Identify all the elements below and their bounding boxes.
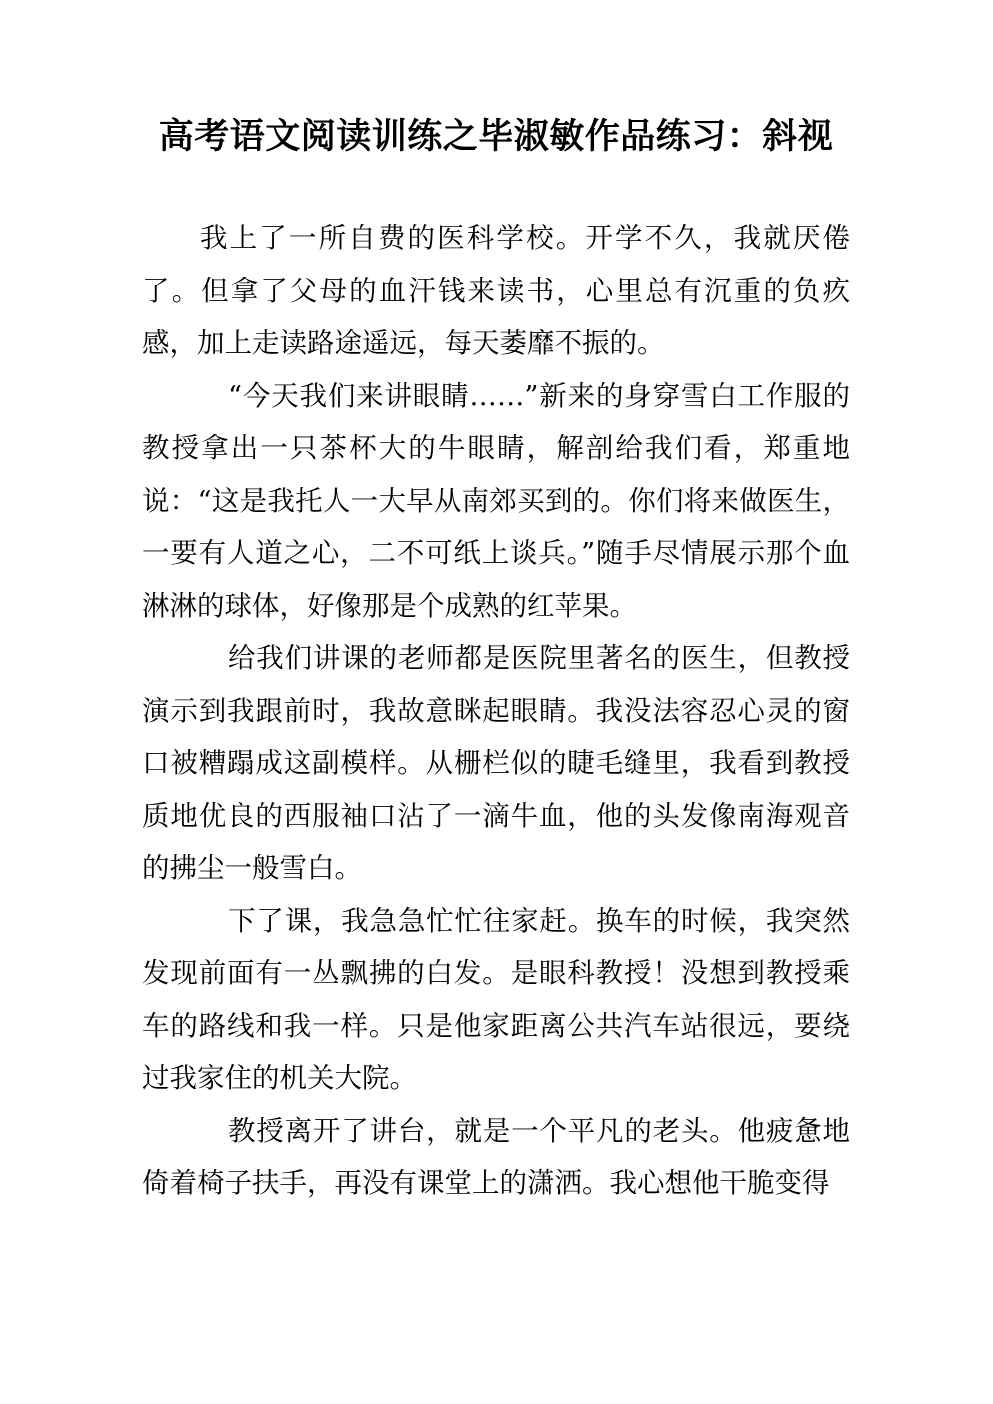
document-body xyxy=(142,212,850,1210)
paragraph-3: 给我们讲课的老师都是医院里著名的医生，但教授演示到我跟前时，我故意眯起眼睛。我没法容忍心灵的窗口被糟蹋成这副模样。从栅栏似的睫毛缝里，我看到教授质地优良的西服袖口沾了一滴牛血，他的头发像南海观音的拂尘一般雪白。 xyxy=(142,642,850,884)
paragraph-5: 教授离开了讲台，就是一个平凡的老头。他疲惫地倚着椅子扶手，再没有课堂上的潇洒。我心想他干脆变得 xyxy=(142,1114,850,1199)
paragraph-4: 下了课，我急急忙忙往家赶。换车的时候，我突然发现前面有一丛飘拂的白发。是眼科教授！没想到教授乘车的路线和我一样。只是他家距离公共汽车站很远，要绕过我家住的机关大院。 xyxy=(142,904,850,1094)
document-content xyxy=(142,0,850,1210)
page-title: 高考语文阅读训练之毕淑敏作品练习：斜视 xyxy=(158,116,834,157)
paragraph-1: 我上了一所自费的医科学校。开学不久，我就厌倦了。但拿了父母的血汗钱来读书，心里总有沉重的负疚感，加上走读路途遥远，每天萎靡不振的。 xyxy=(142,222,850,359)
paragraph-2: “今天我们来讲眼睛……”新来的身穿雪白工作服的教授拿出一只茶杯大的牛眼睛，解剖给我们看，郑重地说：“这是我托人一大早从南郊买到的。你们将来做医生，一要有人道之心，二不可纸上谈兵。”随手尽情展示那个血淋淋的球体，好像那是个成熟的红苹果。 xyxy=(142,379,850,622)
